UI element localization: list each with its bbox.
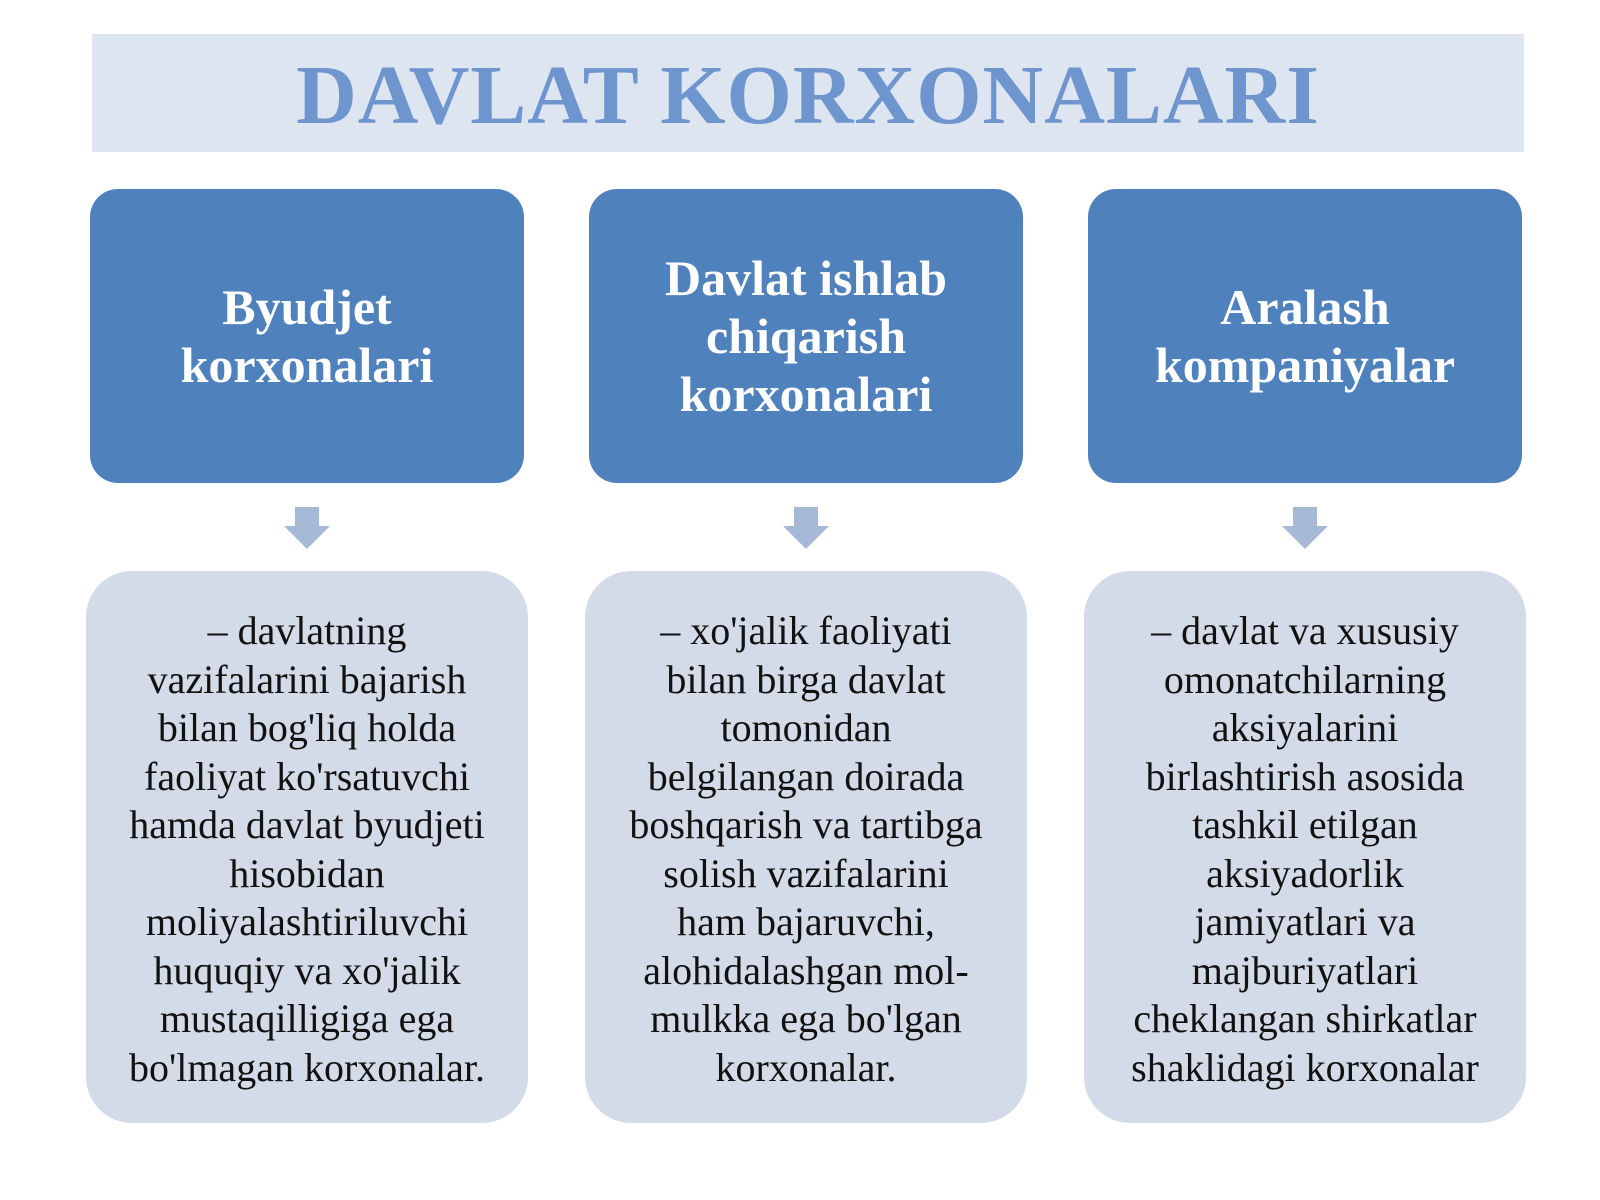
down-arrow-icon [783, 507, 829, 549]
category-label: Davlat ishlab chiqarish korxonalari [664, 250, 947, 422]
column-byudjet [90, 0, 524, 1200]
column-davlat-ishlab [589, 0, 1023, 1200]
diagram-title: DAVLAT KORXONALARI [296, 49, 1320, 142]
down-arrow-icon [1282, 507, 1328, 549]
category-label: Aralash kompaniyalar [1154, 279, 1456, 393]
description-text: – davlat va xususiy omonatchilarning aksiyalarini birlashtirish asosida tashkil etilgan aksiyadorlik jamiyatlari va majburiyatlari cheklangan shirkatlar shaklidagi korxonalar [1131, 608, 1479, 1090]
description-box-davlat-ishlab [585, 571, 1027, 1123]
category-box-aralash [1088, 189, 1522, 483]
down-arrow-icon [284, 507, 330, 549]
description-box-aralash [1084, 571, 1526, 1123]
category-box-davlat-ishlab [589, 189, 1023, 483]
category-label: Byudjet korxonalari [180, 279, 434, 393]
description-text: – xo'jalik faoliyati bilan birga davlat tomonidan belgilangan doirada boshqarish va tartibga solish vazifalarini ham bajaruvchi, alohidalashgan mol- mulkka ega bo'lgan korxonalar. [629, 608, 983, 1090]
description-box-byudjet [86, 571, 528, 1123]
description-text: – davlatning vazifalarini bajarish bilan bog'liq holda faoliyat ko'rsatuvchi hamda davlat byudjeti hisobidan moliyalashtiriluvchi huquqiy va xo'jalik mustaqilligiga ega bo'lmagan korxonalar. [129, 608, 485, 1090]
column-aralash [1088, 0, 1522, 1200]
category-box-byudjet [90, 189, 524, 483]
